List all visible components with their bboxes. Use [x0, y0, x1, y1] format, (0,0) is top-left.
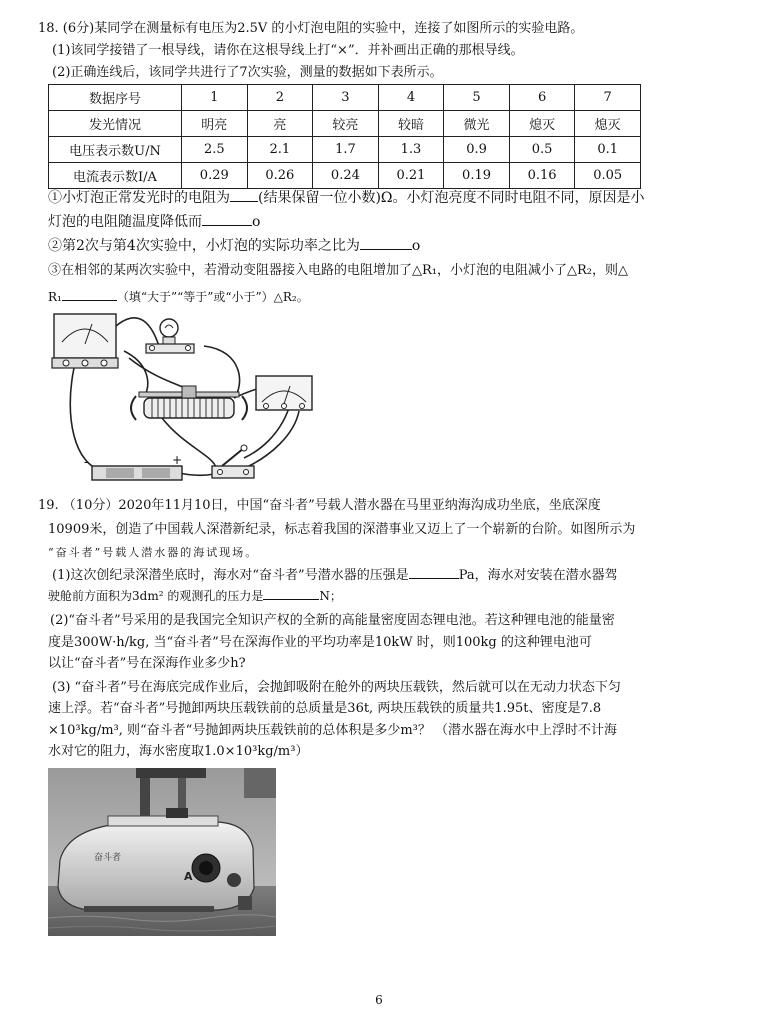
table-cell: 2.1 [247, 137, 313, 163]
wire [249, 411, 299, 466]
wire [204, 346, 240, 398]
rheostat [131, 386, 247, 420]
answer-blank[interactable] [409, 565, 459, 579]
table-cell: 0.9 [444, 137, 510, 163]
table-row [49, 111, 641, 137]
hull-label: 奋斗者 [94, 853, 122, 863]
q18-sub1-text-d: o [252, 214, 261, 230]
wire [124, 351, 148, 396]
q19-part2-line1: (2)“奋斗者”号采用的是我国完全知识产权的全新的高能量密度固态锂电池。若这种锂电池的能量密 [50, 613, 615, 628]
table-cell: 较暗 [378, 111, 444, 137]
table-cell: 2.5 [182, 137, 248, 163]
q19-part3-line2: 速上浮。若“奋斗者”号抛卸两块压载铁前的总质量是36t, 两块压载铁的质量共1.95t、密度是7.8 [48, 701, 602, 716]
q19-stem-line1: 19. （10分）2020年11月10日，中国“奋斗者”号载人潜水器在马里亚纳海沟成功坐底，坐底深度 [38, 498, 601, 513]
q18-sub2-text-b: o [411, 238, 421, 254]
table-cell: 7 [575, 85, 641, 111]
answer-blank[interactable] [230, 188, 258, 202]
q18-sub3-line2 [48, 287, 309, 306]
q19-stem-line3: “奋斗者”号载人潜水器的海试现场。 [48, 546, 259, 559]
q19-part1-text-a: (1)这次创纪录深潜坐底时，海水对“奋斗者”号潜水器的压强是 [52, 568, 409, 583]
table-cell: 0.26 [247, 163, 313, 189]
q19-part3-line4: 水对它的阻力，海水密度取1.0×10³kg/m³） [48, 744, 309, 759]
table-cell: 0.24 [313, 163, 379, 189]
q18-sub3-text-b: R₁ [48, 290, 62, 304]
row-label: 发光情况 [49, 111, 182, 137]
table-cell: 3 [313, 85, 379, 111]
table-cell: 5 [444, 85, 510, 111]
table-cell: 明亮 [182, 111, 248, 137]
answer-blank[interactable] [263, 586, 319, 600]
q19-part1-line2 [48, 586, 342, 605]
row-label: 电压表示数U/N [49, 137, 182, 163]
q18-part1: (1)该同学接错了一根导线，请你在这根导线上打“×”．并补画出正确的那根导线。 [52, 43, 524, 58]
row-label: 电流表示数I/A [49, 163, 182, 189]
plus-sign: + [172, 453, 183, 467]
table-cell: 0.1 [575, 137, 641, 163]
table-cell: 熄灭 [575, 111, 641, 137]
q19-part3-line1: (3) “奋斗者”号在海底完成作业后，会抛卸吸附在舱外的两块压载铁，然后就可以在无动力状态下匀 [52, 680, 621, 695]
q18-part2: (2)正确连线后，该同学共进行了7次实验，测量的数据如下表所示。 [52, 65, 443, 80]
table-cell: 0.16 [509, 163, 575, 189]
circuit-figure [44, 306, 320, 490]
answer-blank[interactable] [62, 287, 117, 301]
wire [116, 318, 159, 346]
table-cell: 熄灭 [509, 111, 575, 137]
q18-sub1-text-b: (结果保留一位小数)Ω。小灯泡亮度不同时电阻不同，原因是小 [258, 190, 645, 206]
table-cell: 0.29 [182, 163, 248, 189]
hull-letter: A [184, 870, 193, 883]
table-cell: 1.3 [378, 137, 444, 163]
table-cell: 0.05 [575, 163, 641, 189]
switch [212, 445, 254, 478]
q18-sub1-line1 [48, 188, 645, 207]
table-cell: 较亮 [313, 111, 379, 137]
header-label: 数据序号 [49, 85, 182, 111]
q19-stem-line2: 10909米，创造了中国载人深潜新纪录，标志着我国的深潜事业又迈上了一个崭新的台阶。如图所示为 [48, 522, 636, 537]
table-cell: 亮 [247, 111, 313, 137]
q19-part3-line3: ×10³kg/m³, 则“奋斗者“号抛卸两块压载铁前的总体积是多少m³？ （潜水器在海水中上浮时不计海 [48, 723, 617, 738]
submersible-photo [48, 768, 276, 936]
table-cell: 2 [247, 85, 313, 111]
minus-sign: - [84, 455, 89, 469]
data-table [48, 84, 641, 189]
table-row [49, 85, 641, 111]
page-number: 6 [375, 993, 383, 1007]
q18-sub1-text-c: 灯泡的电阻随温度降低而 [48, 214, 202, 230]
q19-part2-line3: 以让“奋斗者”号在深海作业多少h? [48, 656, 246, 671]
wire [244, 408, 289, 458]
table-cell: 0.19 [444, 163, 510, 189]
battery [84, 453, 182, 480]
ammeter [256, 376, 312, 410]
table-cell: 1.7 [313, 137, 379, 163]
q18-sub3-line1: ③在相邻的某两次实验中，若滑动变阻器接入电路的电阻增加了△R₁，小灯泡的电阻减小了△R₂，则△ [48, 263, 628, 278]
q18-sub1-line2 [48, 212, 260, 231]
q18-sub2-text-a: ②第2次与第4次实验中，小灯泡的实际功率之比为 [48, 238, 360, 254]
wire [162, 418, 216, 468]
table-cell: 1 [182, 85, 248, 111]
q18-sub3-text-c: （填“大于”“等于”或“小于”）△R₂。 [116, 290, 309, 304]
answer-blank[interactable] [360, 236, 412, 250]
q19-part2-line2: 度是300W·h/kg, 当“奋斗者”号在深海作业的平均功率是10kW 时，则100kg 的这种锂电池可 [48, 635, 592, 650]
q18-sub1-text-a: ①小灯泡正常发光时的电阻为 [48, 190, 230, 206]
voltmeter [52, 314, 118, 368]
table-cell: 4 [378, 85, 444, 111]
q18-sub2 [48, 236, 420, 255]
table-cell: 6 [509, 85, 575, 111]
answer-blank[interactable] [202, 212, 252, 226]
lamp [146, 319, 194, 353]
q18-stem: 18. (6分)某同学在测量标有电压为2.5V 的小灯泡电阻的实验中，连接了如图所示的实验电路。 [38, 21, 584, 36]
q19-part1-text-c: 驶舱前方面积为3dm² 的观测孔的压力是 [48, 589, 264, 603]
q19-part1-text-b: Pa，海水对安装在潜水器驾 [458, 568, 618, 583]
table-cell: 微光 [444, 111, 510, 137]
table-row [49, 163, 641, 189]
q19-part1-text-d: N； [319, 589, 342, 603]
q19-part1-line1 [52, 565, 618, 585]
table-cell: 0.5 [509, 137, 575, 163]
wire [179, 473, 214, 475]
table-row [49, 137, 641, 163]
table-cell: 0.21 [378, 163, 444, 189]
